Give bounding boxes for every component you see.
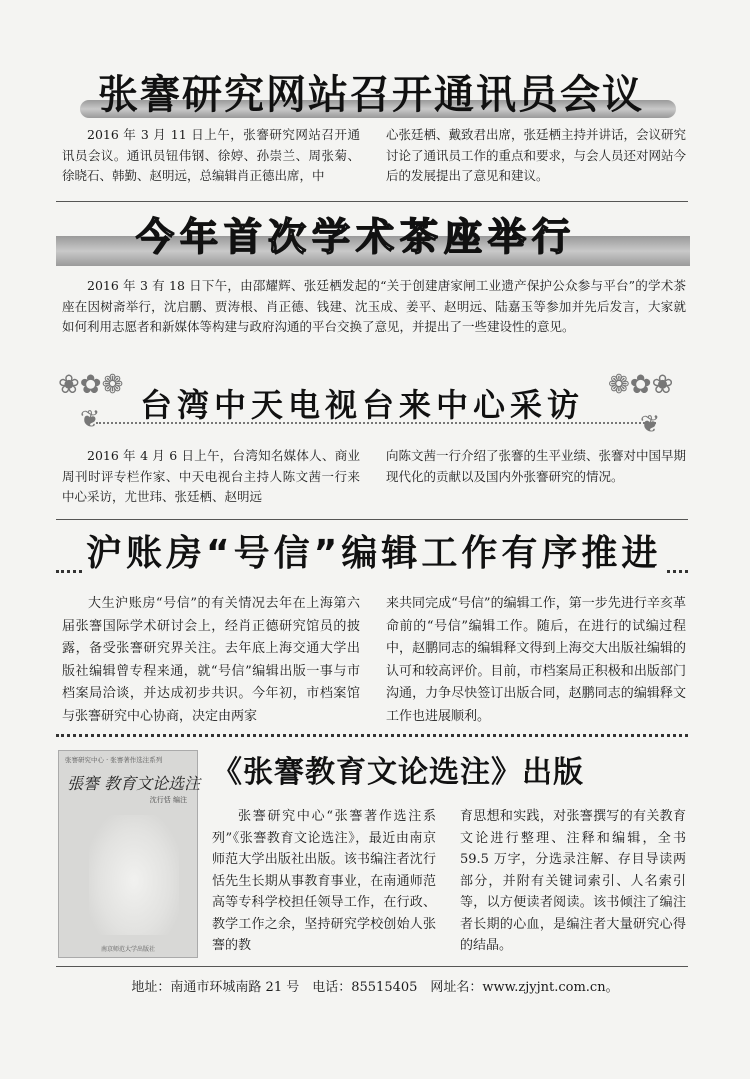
book-series: 张謇研究中心 · 张謇著作选注系列 xyxy=(65,756,163,764)
footer-divider xyxy=(56,966,688,967)
flower-ornament-right-icon: ❁✿❀ xyxy=(608,370,674,400)
footer-contact: 地址：南通市环城南路 21 号 电话：85515405 网址名：www.zjyjnt.com.cn。 xyxy=(131,980,619,995)
article-3-col-1: 2016 年 4 月 6 日上午，台湾知名媒体人、商业周刊时评专栏作家、中天电视台主持人陈文茜一行来中心采访，尤世玮、张廷栖、赵明远 xyxy=(62,448,360,504)
book-author: 沈行恬 编注 xyxy=(149,796,187,804)
butterfly-left-icon: ❦ xyxy=(80,405,101,433)
book-publisher: 南京师范大学出版社 xyxy=(100,946,155,953)
article-2-body: 2016 年 3 有 18 日下午，由邵耀辉、张廷栖发起的“关于创建唐家闸工业遗产保护公众参与平台”的学术茶座在因树斋举行，沈启鹏、贾涛根、肖正德、钱建、沈玉成、姜平、赵明远、陆嘉玉等参加并先后发言，大家就如何利用志愿者和新媒体等构建与政府沟通的平台交换了意见，并提出了一些建设性的意见。 xyxy=(62,278,686,334)
article-4-col-1: 大生沪账房“号信”的有关情况去年在上海第六届张謇国际学术研讨会上，经肖正德研究馆员的披露，备受张謇研究界关注。去年底上海交通大学出版社编辑曾专程来通，就“号信”编辑出版一事与市档案局洽谈，并达成初步共识。今年初，市档案馆与张謇研究中心协商，决定由两家 xyxy=(62,596,360,724)
headline-3: 台湾中天电视台来中心采访 xyxy=(140,386,585,424)
headline-5: 《张謇教育文论选注》出版 xyxy=(212,755,584,790)
headline-2: 今年首次学术茶座举行 xyxy=(136,215,577,259)
article-3-col-2: 向陈文茜一行介绍了张謇的生平业绩、张謇对中国早期现代化的贡献以及国内外张謇研究的情况。 xyxy=(386,448,687,484)
article-5-col-1: 张謇研究中心“张謇著作选注系列”《张謇教育文论选注》，最近由南京师范大学出版社出版。该书编注者沈行恬先生长期从事教育事业，在南通师范高等专科学校担任领导工作，在行政、教学工作之余，坚持研究学校创始人张謇的教 xyxy=(212,809,436,953)
divider xyxy=(56,201,688,202)
headline-4: 沪账房“号信”编辑工作有序推进 xyxy=(82,530,665,578)
article-4-col-2: 来共同完成“号信”的编辑工作，第一步先进行辛亥革命前的“号信”编辑工作。随后，在进行的试编过程中，赵鹏同志的编辑释文得到上海交大出版社编辑的认可和较高评价。目前，市档案局正积极和出版部门沟通，力争尽快签订出版合同，赵鹏同志的编辑释文工作也进展顺利。 xyxy=(386,596,686,724)
divider xyxy=(56,519,688,520)
book-cover-image xyxy=(58,750,201,958)
headline-1: 张謇研究网站召开通讯员会议 xyxy=(98,72,644,118)
butterfly-right-icon: ❦ xyxy=(640,410,661,438)
dotted-divider xyxy=(56,734,688,737)
article-5-col-2: 育思想和实践，对张謇撰写的有关教育文论进行整理、注释和编辑，全书 59.5 万字，分选录注解、存目导读两部分，并附有关键词索引、人名索引等，以方便读者阅读。该书倾注了编注者长期的心血，是编注者大量研究心得的结晶。 xyxy=(460,809,686,953)
article-1-col-2: 心张廷栖、戴致君出席，张廷栖主持并讲话，会议研究讨论了通讯员工作的重点和要求，与会人员还对网站今后的发展提出了意见和建议。 xyxy=(386,127,687,183)
flower-ornament-left-icon: ❀✿❁ xyxy=(58,370,124,400)
article-1-col-1: 2016 年 3 月 11 日上午，张謇研究网站召开通讯员会议。通讯员钮伟钢、徐婷、孙崇兰、周张菊、徐晓石、韩勤、赵明远，总编辑肖正德出席，中 xyxy=(62,127,360,183)
book-title: 張謇 教育文论选注 xyxy=(67,774,201,793)
book-cover-art xyxy=(89,815,179,935)
